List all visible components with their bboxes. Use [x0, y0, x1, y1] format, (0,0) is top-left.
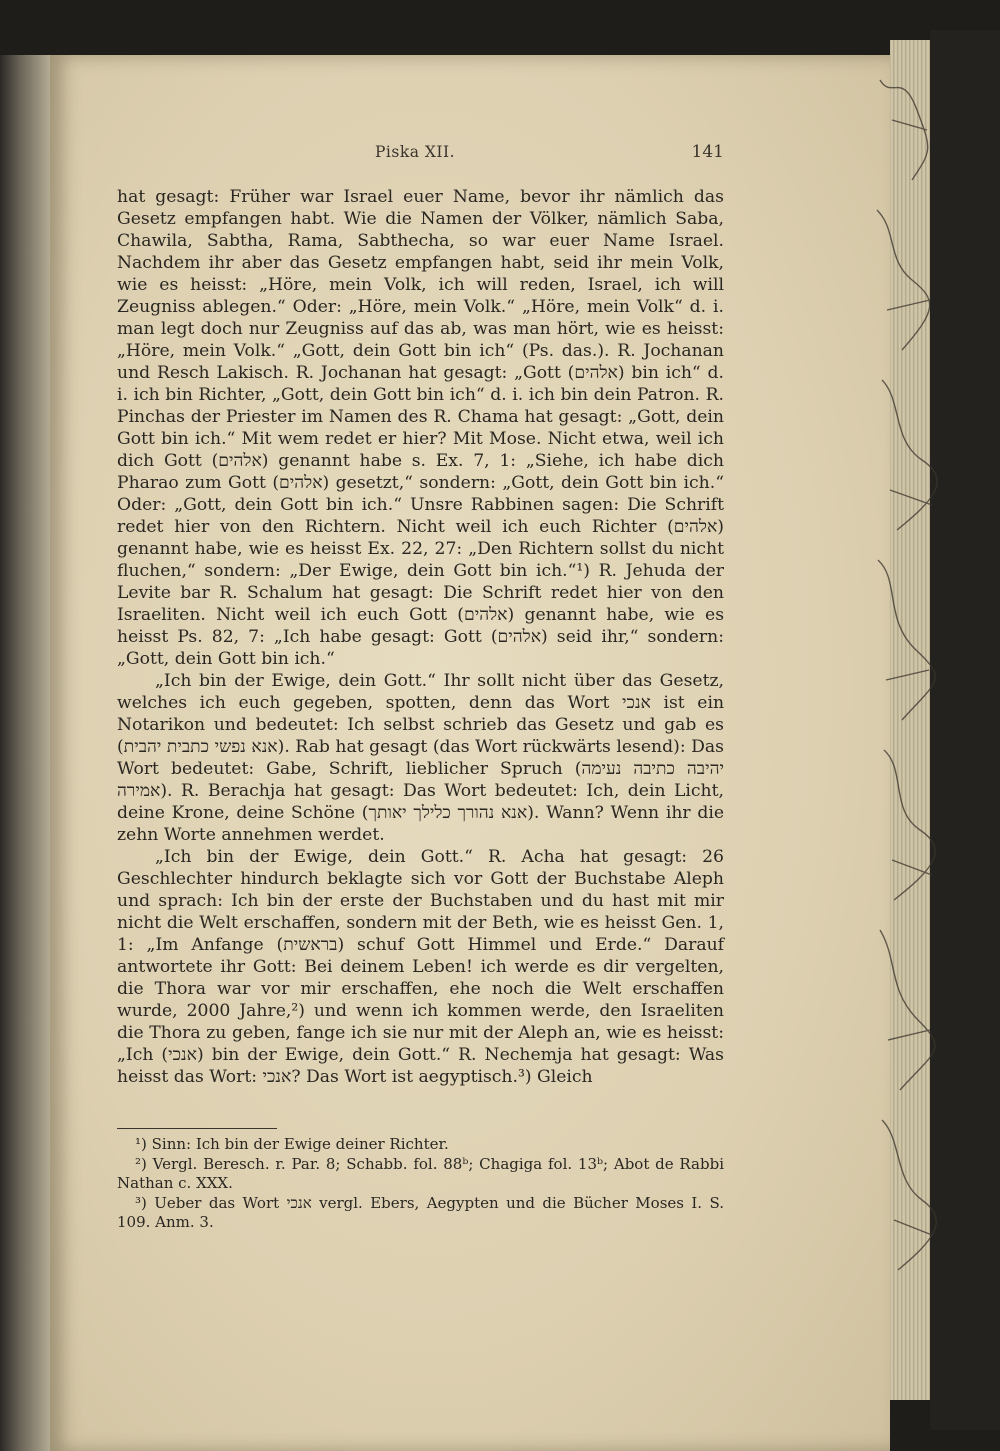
footnote: ³) Ueber das Wort אנכי vergl. Ebers, Aegypten und die Bücher Moses I. S. 109. Anm. 3. [117, 1193, 724, 1231]
running-head [117, 143, 724, 169]
footnote: ¹) Sinn: Ich bin der Ewige deiner Richter. [135, 1135, 449, 1153]
header-title: Piska XII. [375, 143, 456, 161]
footnote-rule [117, 1128, 277, 1129]
body-text [117, 186, 724, 1088]
book-cover-edge [930, 30, 1000, 1430]
paragraph: „Ich bin der Ewige, dein Gott.“ R. Acha hat gesagt: 26 Geschlechter hindurch beklagte sich vor Gott der Buchstabe Aleph und sprach: Ich bin der erste der Buchstaben und du hast mit mir nicht die Welt erschaffen, sondern mit der Beth, wie es heisst Gen. 1, 1: „Im Anfange (בראשית) schuf Gott Himmel und Erde.“ Darauf antwortete ihr Gott: Bei deinem Leben! ich werde es dir vergelten, die Thora war vor mir erschaffen, ehe noch die Welt erschaffen wurde, 2000 Jahre,²) und wenn ich kommen werde, den Israeliten die Thora zu geben, fange ich sie nur mit der Aleph an, wie es heisst: „Ich (אנכי) bin der Ewige, dein Gott.“ R. Nechemja hat gesagt: Was heisst das Wort: אנכי? Das Wort ist aegyptisch.³) Gleich [117, 847, 725, 1087]
footnote: ²) Vergl. Beresch. r. Par. 8; Schabb. fol. 88ᵇ; Chagiga fol. 13ᵇ; Abot de Rabbi Nathan c. XXX. [117, 1154, 724, 1192]
page-number: 141 [691, 142, 724, 162]
page-edges [890, 40, 930, 1400]
paragraph: hat gesagt: Früher war Israel euer Name, bevor ihr nämlich das Gesetz empfangen habt. Wie die Namen der Völker, nämlich Saba, Chawila, Sabtha, Rama, Sabthecha, so war euer Name Israel. Nachdem ihr aber das Gesetz empfangen habt, seid ihr mein Volk, wie es heisst: „Höre, mein Volk, ich will reden, Israel, ich will Zeugniss ablegen.“ Oder: „Höre, mein Volk.“ „Höre, mein Volk“ d. i. man legt doch nur Zeugniss auf das ab, was man hört, wie es heisst: „Höre, mein Volk.“ „Gott, dein Gott bin ich“ (Ps. das.). R. Jochanan und Resch Lakisch. R. Jochanan hat gesagt: „Gott (אלהים) bin ich“ d. i. ich bin Richter, „Gott, dein Gott bin ich“ d. i. ich bin dein Patron. R. Pinchas der Priester im Namen des R. Chama hat gesagt: „Gott, dein Gott bin ich.“ Mit wem redet er hier? Mit Mose. Nicht etwa, weil ich dich Gott (אלהים) genannt habe s. Ex. 7, 1: „Siehe, ich habe dich Pharao zum Gott (אלהים) gesetzt,“ sondern: „Gott, dein Gott bin ich.“ Oder: „Gott, dein Gott bin ich.“ Unsre Rabbinen sagen: Die Schrift redet hier von den Richtern. Nicht weil ich euch Richter (אלהים) genannt habe, wie es heisst Ex. 22, 27: „Den Richtern sollst du nicht fluchen,“ sondern: „Der Ewige, dein Gott bin ich.“¹) R. Jehuda der Levite bar R. Schalum hat gesagt: Die Schrift redet hier von den Israeliten. Nicht weil ich euch Gott (אלהים) genannt habe, wie es heisst Ps. 82, 7: „Ich habe gesagt: Gott (אלהים) seid ihr,“ sondern: „Gott, dein Gott bin ich.“ [117, 187, 725, 669]
paragraph: „Ich bin der Ewige, dein Gott.“ Ihr sollt nicht über das Gesetz, welches ich euch gegeben, spotten, denn das Wort אנכי ist ein Notarikon und bedeutet: Ich selbst schrieb das Gesetz und gab es (אנא נפשי כתבית יהבית). Rab hat gesagt (das Wort rückwärts lesend): Das Wort bedeutet: Gabe, Schrift, lieblicher Spruch (יהיבה כתיבה נעימה אמירה). R. Berachja hat gesagt: Das Wort bedeutet: Ich, dein Licht, deine Krone, deine Schöne (אנא נהורך כלילך יאותך). Wann? Wenn ihr die zehn Worte annehmen werdet. [117, 671, 725, 845]
footnotes [117, 1135, 724, 1233]
